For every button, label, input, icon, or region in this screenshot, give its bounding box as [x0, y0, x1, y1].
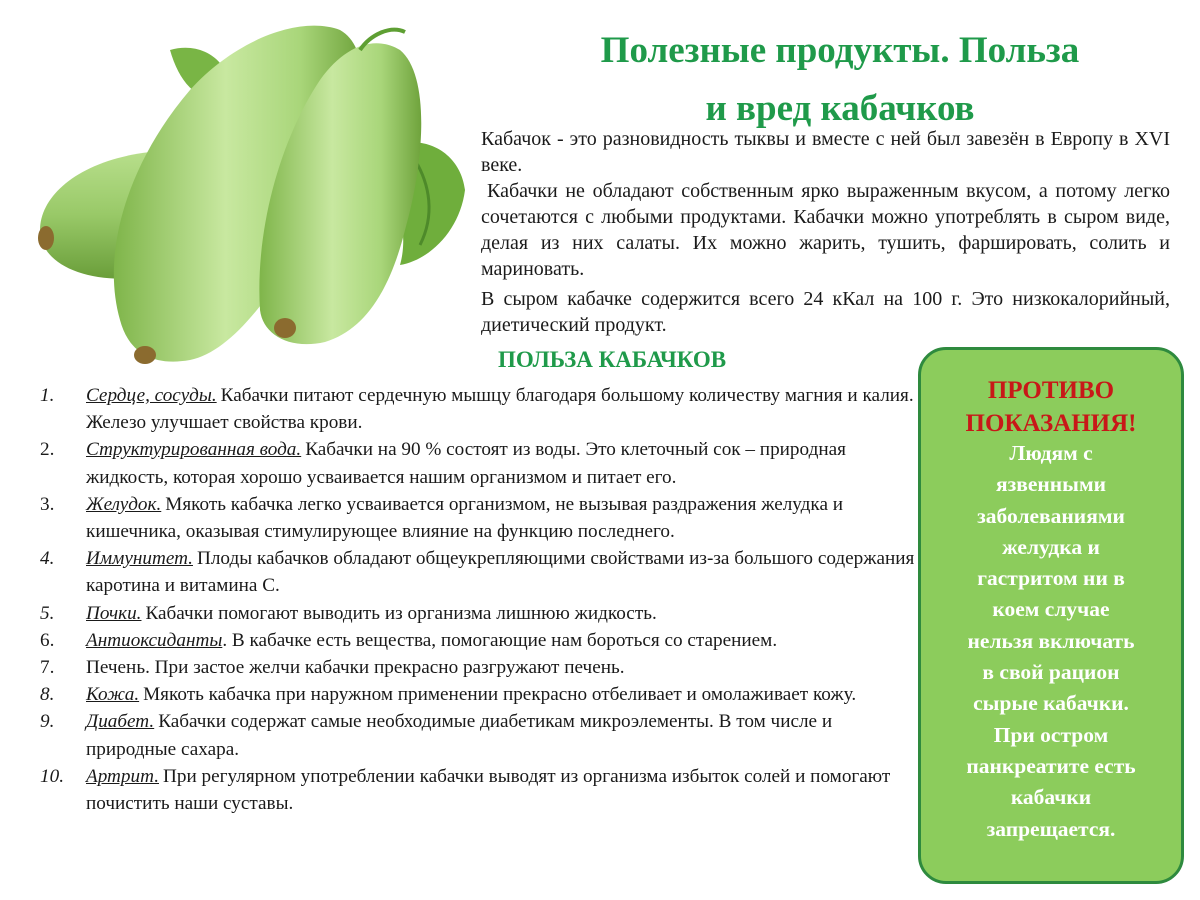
contraindications-line: При остром: [993, 722, 1109, 747]
benefit-term: Почки.: [86, 602, 142, 624]
benefit-number: 7.: [40, 657, 55, 679]
contraindications-line: панкреатите есть: [966, 753, 1136, 778]
contraindications-line: гастритом ни в: [977, 566, 1125, 591]
benefit-term: Диабет.: [86, 711, 155, 733]
contraindications-line: нельзя включать: [967, 628, 1135, 653]
benefit-item: [38, 763, 918, 817]
benefit-term: Сердце, сосуды.: [86, 385, 217, 406]
contraindications-line: кабачки: [1010, 785, 1092, 810]
benefit-text: При регулярном употреблении кабачки выводят из организма избыток солей и помогают почистить наши суставы.: [86, 765, 891, 815]
contraindications-line: желудка и: [1002, 534, 1100, 559]
benefits-heading: ПОЛЬЗА КАБАЧКОВ: [498, 347, 727, 372]
contraindications-text: [921, 438, 1181, 845]
benefit-number: 9.: [40, 711, 55, 733]
benefit-term: Кожа.: [86, 684, 140, 706]
benefit-text: Кабачки питают сердечную мышцу благодаря большому количеству магния и калия. Железо улучшает свойства крови.: [86, 385, 914, 434]
benefit-text: Кабачки на 90 % состоят из воды. Это клеточный сок – природная жидкость, которая хорошо усваивается нашим организмом и питает его.: [86, 439, 846, 488]
benefit-text: Плоды кабачков обладают общеукрепляющими свойствами из-за большого содержания каротина и витамина С.: [86, 548, 915, 597]
benefit-item: [38, 708, 918, 762]
benefit-term: Антиоксиданты: [86, 629, 223, 651]
contraindications-line: коем случае: [992, 597, 1110, 622]
contraindications-line: язвенными: [995, 472, 1107, 497]
benefit-number: 2.: [40, 439, 55, 461]
title-line: и вред кабачков: [705, 88, 975, 129]
benefit-item: [38, 382, 918, 436]
benefits-list: [38, 382, 918, 817]
benefit-term: Структурированная вода.: [86, 439, 302, 461]
benefit-number: 3.: [40, 493, 55, 515]
benefit-text: Кабачки содержат самые необходимые диабетикам микроэлементы. В том числе и природные сахара.: [86, 711, 833, 760]
contraindications-title-line: ПОКАЗАНИЯ!: [965, 410, 1137, 437]
benefit-term: Желудок.: [86, 493, 162, 515]
benefit-number: 5.: [40, 602, 55, 624]
benefit-text: Кабачки помогают выводить из организма лишнюю жидкость.: [145, 602, 657, 624]
contraindications-line: сырые кабачки.: [973, 691, 1129, 716]
contraindications-title-line: ПРОТИВО: [987, 377, 1115, 404]
page-title: [480, 22, 1200, 138]
benefit-item: [38, 681, 918, 708]
contraindications-line: Людям с: [1009, 441, 1093, 465]
benefit-item: [38, 600, 918, 627]
benefit-item: [38, 491, 918, 545]
intro-paragraph: Кабачок - это разновидность тыквы и вместе с ней был завезён в Европу в XVI веке.: [481, 128, 1170, 176]
benefit-item: [38, 654, 918, 681]
benefit-item: [38, 545, 918, 599]
benefit-text: . В кабачке есть вещества, помогающие нам бороться со старением.: [222, 629, 778, 651]
contraindications-title: [921, 374, 1181, 440]
contraindications-line: запрещается.: [986, 816, 1116, 841]
contraindications-line: в свой рацион: [982, 660, 1120, 685]
zucchini-illustration: [20, 10, 480, 370]
intro-paragraph: Кабачки не обладают собственным ярко выраженным вкусом, а потому легко сочетаются с любыми продуктами. Кабачки можно употреблять в сыром виде, делая из них салаты. Их можно жарить, тушить, фаршировать, солить и мариновать.: [481, 180, 1170, 280]
intro-section: [481, 126, 1170, 338]
benefit-text: Мякоть кабачка при наружном применении прекрасно отбеливает и омолаживает кожу.: [143, 684, 857, 706]
benefit-number: 10.: [40, 765, 64, 787]
contraindications-line: заболеваниями: [977, 503, 1125, 528]
intro-paragraph: В сыром кабачке содержится всего 24 кКал на 100 г. Это низкокалорийный, диетический продукт.: [481, 288, 1170, 336]
benefit-number: 6.: [40, 629, 55, 651]
benefit-number: 1.: [40, 385, 55, 406]
benefit-text: Печень. При застое желчи кабачки прекрасно разгружают печень.: [86, 657, 625, 679]
benefit-term: Артрит.: [86, 765, 159, 787]
benefit-item: [38, 436, 918, 490]
benefit-term: Иммунитет.: [86, 548, 193, 570]
benefit-text: Мякоть кабачка легко усваивается организмом, не вызывая раздражения желудка и кишечника, оказывая стимулирующее влияние на функцию последнего.: [86, 493, 844, 543]
benefit-item: [38, 627, 918, 654]
benefit-number: 8.: [40, 684, 55, 706]
contraindications-box: [918, 347, 1184, 884]
benefit-number: 4.: [40, 548, 55, 570]
title-line: Полезные продукты. Польза: [600, 30, 1080, 71]
